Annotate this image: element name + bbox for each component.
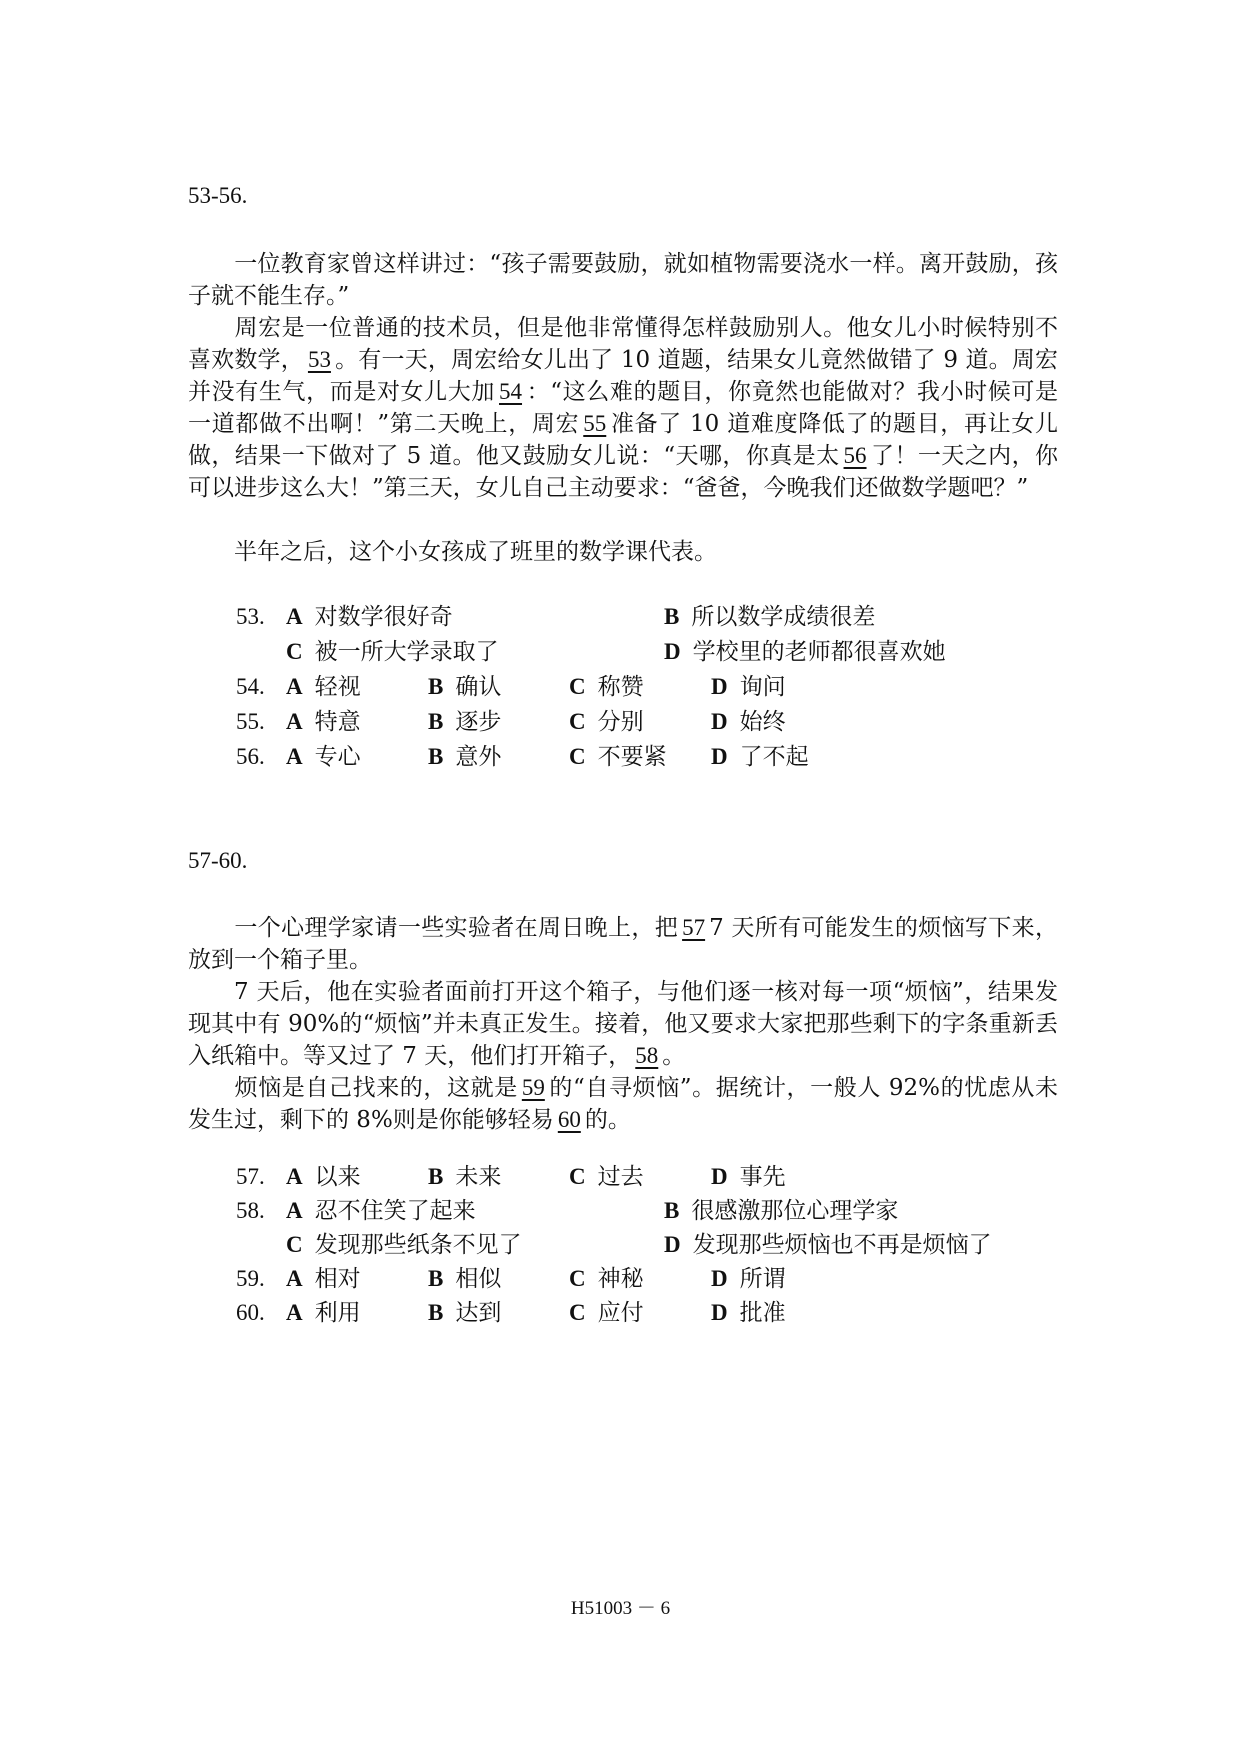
paragraph-text: 。有一天，周宏给女儿出了 10 道题，结果女儿竟然做错了 9 道。周宏并没有生气，而是对女儿大加 xyxy=(188,347,1059,405)
option-58-a[interactable]: A 忍不住笑了起来 xyxy=(286,1198,476,1224)
paragraph-text: 半年之后，这个小女孩成了班里的数学课代表。 xyxy=(234,539,717,565)
option-59-d[interactable]: D 所谓 xyxy=(711,1266,786,1292)
paragraph-text: 一位教育家曾这样讲过：“孩子需要鼓励，就如植物需要浇水一样。离开鼓励，孩子就不能生存。” xyxy=(188,251,1058,309)
option-59-c[interactable]: C 神秘 xyxy=(569,1266,644,1292)
question-number: 60. xyxy=(236,1300,265,1325)
paragraph-text: 的“自寻烦恼”。据统计，一般人 92%的忧虑从未发生过，剩下的 8%则是你能够轻易 xyxy=(188,1075,1059,1133)
option-60-b[interactable]: B 达到 xyxy=(428,1300,502,1326)
option-53-c[interactable]: C 被一所大学录取了 xyxy=(286,639,499,665)
blank-53: 53 xyxy=(307,347,331,372)
option-54-a[interactable]: A 轻视 xyxy=(286,674,361,700)
paragraph-text: 了！一天之内，你可以进步这么大！”第三天，女儿自己主动要求：“爸爸，今晚我们还做数学题吧？” xyxy=(188,443,1059,501)
option-56-c[interactable]: C 不要紧 xyxy=(569,744,667,770)
option-53-d[interactable]: D 学校里的老师都很喜欢她 xyxy=(664,639,946,665)
section-label-57-60: 57-60. xyxy=(188,848,248,873)
question-number: 54. xyxy=(236,674,265,699)
question-number: 55. xyxy=(236,709,265,734)
option-55-a[interactable]: A 特意 xyxy=(286,709,361,735)
option-60-a[interactable]: A 利用 xyxy=(286,1300,361,1326)
section-label-53-56: 53-56. xyxy=(188,183,248,208)
option-54-d[interactable]: D 询问 xyxy=(711,674,786,700)
paragraph-text: 的。 xyxy=(584,1107,631,1133)
option-59-b[interactable]: B 相似 xyxy=(428,1266,502,1292)
option-58-b[interactable]: B 很感激那位心理学家 xyxy=(664,1198,899,1224)
option-57-d[interactable]: D 事先 xyxy=(711,1164,786,1190)
option-56-b[interactable]: B 意外 xyxy=(428,744,502,770)
paragraph-text: 烦恼是自己找来的，这就是 xyxy=(234,1075,518,1101)
option-55-d[interactable]: D 始终 xyxy=(711,709,786,735)
option-60-c[interactable]: C 应付 xyxy=(569,1300,644,1326)
option-57-c[interactable]: C 过去 xyxy=(569,1164,644,1190)
paragraph-text: 7 天所有可能发生的烦恼写下来，放到一个箱子里。 xyxy=(188,915,1058,973)
blank-60: 60 xyxy=(557,1107,581,1132)
paragraph-text: 7 天后，他在实验者面前打开这个箱子，与他们逐一核对每一项“烦恼”，结果发现其中有 90%的“烦恼”并未真正发生。接着，他又要求大家把那些剩下的字条重新丢入纸箱中。等又过了 7 天，他们打开箱子， xyxy=(188,979,1058,1069)
paragraph-text: 一个心理学家请一些实验者在周日晚上，把 xyxy=(234,915,679,941)
option-60-d[interactable]: D 批准 xyxy=(711,1300,786,1326)
blank-57: 57 xyxy=(682,915,706,940)
paragraph-text: 周宏是一位普通的技术员，但是他非常懂得怎样鼓励别人。他女儿小时候特别不喜欢数学， xyxy=(188,315,1058,373)
option-58-c[interactable]: C 发现那些纸条不见了 xyxy=(286,1232,522,1258)
option-56-a[interactable]: A 专心 xyxy=(286,744,361,770)
option-53-a[interactable]: A 对数学很好奇 xyxy=(286,604,453,630)
option-55-b[interactable]: B 逐步 xyxy=(428,709,502,735)
option-53-b[interactable]: B 所以数学成绩很差 xyxy=(664,604,876,630)
question-number: 57. xyxy=(236,1164,265,1189)
blank-56: 56 xyxy=(843,443,867,468)
paragraph-text: 准备了 10 道难度降低了的题目，再让女儿做，结果一下做对了 5 道。他又鼓励女儿说：“天哪，你真是太 xyxy=(188,411,1059,469)
page-footer: H51003 － 6 xyxy=(570,1598,671,1619)
question-number: 59. xyxy=(236,1266,265,1291)
option-54-c[interactable]: C 称赞 xyxy=(569,674,644,700)
paragraph-text: 。 xyxy=(662,1043,686,1069)
question-number: 58. xyxy=(236,1198,265,1223)
blank-58: 58 xyxy=(635,1043,659,1068)
question-number: 53. xyxy=(236,604,265,629)
blank-54: 54 xyxy=(499,379,523,404)
option-57-a[interactable]: A 以来 xyxy=(286,1164,361,1190)
paragraph-text: ：“这么难的题目，你竟然也能做对？我小时候可是一道都做不出啊！”第二天晚上，周宏 xyxy=(188,379,1058,437)
passage-2-paragraph-1 xyxy=(188,912,1058,976)
option-59-a[interactable]: A 相对 xyxy=(286,1266,361,1292)
option-55-c[interactable]: C 分别 xyxy=(569,709,644,735)
option-56-d[interactable]: D 了不起 xyxy=(711,744,809,770)
blank-59: 59 xyxy=(521,1075,545,1100)
passage-1-paragraph-3 xyxy=(188,536,1058,568)
passage-2-paragraph-2 xyxy=(188,976,1058,1072)
option-57-b[interactable]: B 未来 xyxy=(428,1164,502,1190)
passage-1-paragraph-2 xyxy=(188,312,1058,504)
blank-55: 55 xyxy=(583,411,607,436)
passage-2-paragraph-3 xyxy=(188,1072,1058,1136)
option-54-b[interactable]: B 确认 xyxy=(428,674,502,700)
passage-1-paragraph-1 xyxy=(188,248,1058,312)
option-58-d[interactable]: D 发现那些烦恼也不再是烦恼了 xyxy=(664,1232,992,1258)
question-number: 56. xyxy=(236,744,265,769)
